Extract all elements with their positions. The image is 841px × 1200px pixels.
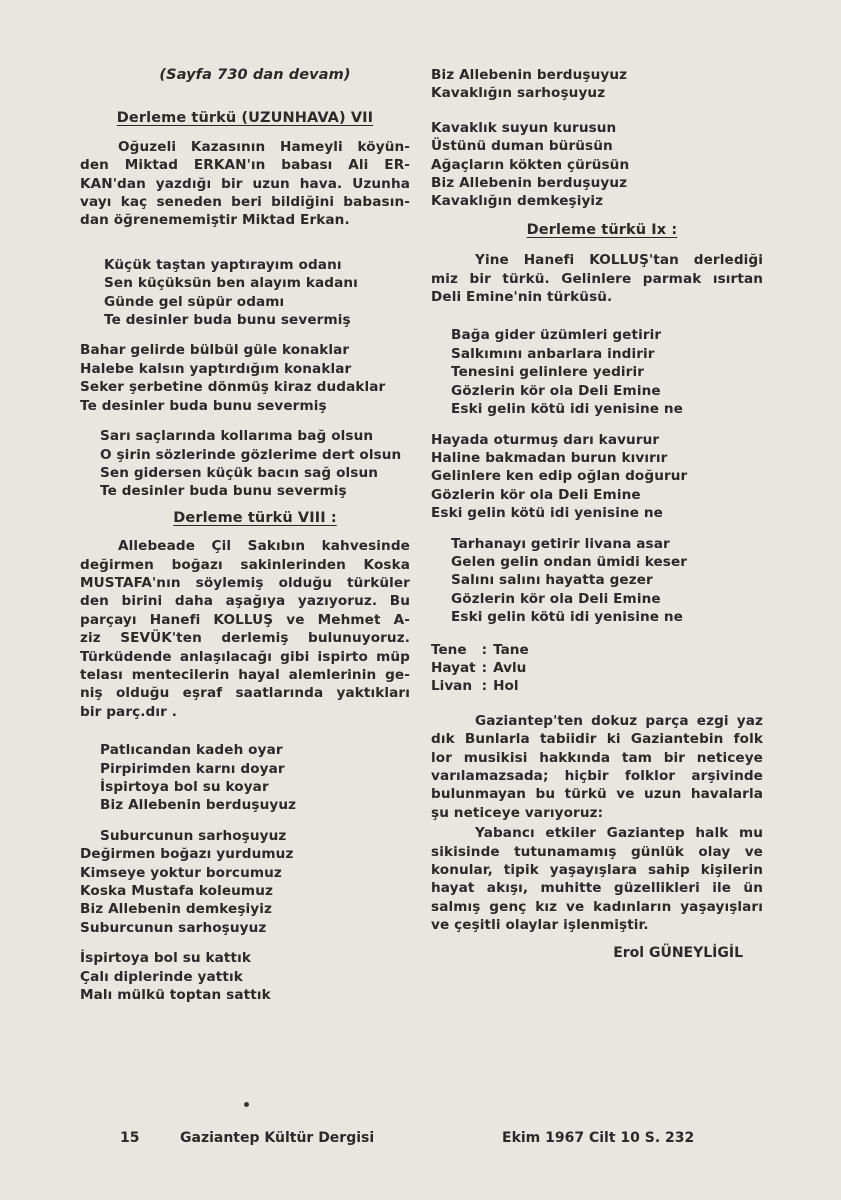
stanza-8-1 [80, 741, 410, 815]
verse-line: Çalı diplerinde yattık [80, 968, 243, 985]
text-line: dan öğrenememiştir Miktad Erkan. [80, 212, 350, 229]
glossary-meaning: Hol [493, 678, 519, 695]
verse-line: Te desinler buda bunu severmiş [80, 397, 327, 414]
stanza-9-3 [431, 535, 763, 627]
verse-line: Koska Mustafa koleumuz [80, 883, 273, 900]
verse-line: Haline bakmadan burun kıvırır [431, 449, 668, 466]
text-line: şu neticeye varıyoruz: [431, 804, 604, 821]
glossary-sep: : [481, 678, 488, 695]
glossary-meaning: Tane [493, 641, 529, 658]
glossary [431, 641, 535, 696]
intro-9 [431, 251, 763, 306]
verse-line: Suburcunun sarhoşuyuz [80, 919, 267, 936]
verse-line: Kavaklık suyun kurusun [431, 119, 617, 136]
text-line: parçayı Hanefi KOLLUŞ ve Mehmet A- [80, 611, 410, 628]
verse-line: Gözlerin kör ola Deli Emine [451, 382, 661, 399]
text-line: MUSTAFA'nın söylemiş olduğu türküler [80, 574, 410, 591]
heading-turku-7: Derleme türkü (UZUNHAVA) VII [116, 110, 374, 127]
verse-line: Te desinler buda bunu severmiş [104, 312, 351, 329]
verse-line: Gözlerin kör ola Deli Emine [451, 590, 661, 607]
text-line: bir parç.dır . [80, 703, 178, 720]
stanza-8-3 [80, 949, 410, 1004]
verse-line: Gelen gelin ondan ümidi keser [451, 553, 688, 570]
stanza-8-2 [80, 827, 410, 937]
verse-line: Salkımını anbarlara indirir [451, 345, 655, 362]
text-line: vayı kaç seneden beri bildiğini babasın- [80, 194, 410, 211]
verse-line: Bahar gelirde bülbül güle konaklar [80, 342, 350, 359]
stanza-8-end [431, 66, 763, 103]
verse-line: Kavaklığın demkeşiyiz [431, 193, 604, 210]
text-line: bulunmayan bu türkü ve uzun havalarla [431, 786, 763, 803]
stanza-8-4 [431, 119, 763, 211]
glossary-term: Livan [431, 678, 473, 695]
verse-line: Te desinler buda bunu severmiş [100, 483, 347, 500]
stanza-9-2 [431, 431, 763, 523]
verse-line: Günde gel süpür odamı [104, 293, 285, 310]
verse-line: Gözlerin kör ola Deli Emine [431, 486, 641, 503]
verse-line: Kimseye yoktur borcumuz [80, 864, 282, 881]
verse-line: İspirtoya bol su kattık [80, 950, 252, 967]
verse-line: Hayada oturmuş darı kavurur [431, 431, 660, 448]
issue-info: Ekim 1967 Cilt 10 S. 232 [502, 1130, 695, 1146]
intro-8 [80, 537, 410, 721]
verse-line: Eski gelin kötü idi yenisine ne [451, 401, 683, 418]
verse-line: Biz Allebenin demkeşiyiz [80, 901, 273, 918]
verse-line: Tenesini gelinlere yedirir [451, 364, 645, 381]
verse-line: Salını salını hayatta gezer [451, 572, 653, 589]
right-column [431, 66, 763, 961]
text-line: değirmen boğazı sakinlerinden Koska [80, 556, 410, 573]
text-line: miz bir türkü. Gelinlere parmak ısırtan [431, 270, 763, 287]
stanza-7-2 [80, 341, 410, 415]
text-line: ziz SEVÜK'ten derlemiş bulunuyoruz. [80, 630, 410, 647]
text-line: salmış genç kız ve kadınların yaşayışları [431, 898, 763, 915]
verse-line: Kavaklığın sarhoşuyuz [431, 85, 606, 102]
glossary-row [431, 659, 535, 677]
intro-7 [80, 138, 410, 230]
text-line: varılamazsada; hiçbir folklor arşivinde [431, 768, 763, 784]
text-line: Yine Hanefi KOLLUŞ'tan derlediği [475, 252, 763, 269]
text-line: den Miktad ERKAN'ın babası Ali ER- [80, 157, 410, 174]
verse-line: Halebe kalsın yaptırdığım konaklar [80, 360, 352, 377]
verse-line: Sarı saçlarında kollarıma bağ olsun [100, 428, 374, 445]
verse-line: Sen küçüksün ben alayım kadanı [104, 275, 358, 292]
verse-line: Değirmen boğazı yurdumuz [80, 846, 294, 863]
verse-line: Suburcunun sarhoşuyuz [100, 827, 287, 844]
stanza-9-1 [431, 326, 763, 418]
text-line: telası mentecilerin hayal alemlerinin ge- [80, 666, 410, 683]
verse-line: Seker şerbetine dönmüş kiraz dudaklar [80, 379, 386, 396]
text-line: ve çeşitli olaylar işlenmiştir. [431, 917, 649, 934]
heading-turku-8: Derleme türkü VIII : [173, 509, 337, 526]
heading-turku-9: Derleme türkü Ix : [526, 221, 678, 238]
left-column [80, 66, 410, 1004]
glossary-term: Tene [431, 641, 467, 658]
text-line: hayat akışı, muhitte güzellikleri ile ün [431, 880, 763, 897]
verse-line: Ağaçların kökten çürüsün [431, 156, 630, 173]
verse-line: Üstünü duman bürüsün [431, 138, 613, 155]
glossary-term: Hayat [431, 659, 476, 676]
text-line: niş olduğu eşraf saatlarında yaktıkları [80, 685, 410, 702]
stanza-7-1 [80, 256, 410, 330]
verse-line: Pirpirimden karnı doyar [100, 760, 285, 777]
continued-note: (Sayfa 730 dan devam) [159, 67, 351, 83]
verse-line: O şirin sözlerinde gözlerime dert olsun [100, 446, 402, 463]
text-line: Allebeade Çil Sakıbın kahvesinde [118, 538, 410, 555]
text-line: Yabancı etkiler Gaziantep halk mu [475, 825, 763, 842]
page-number: 15 [120, 1130, 140, 1146]
text-line: sikisinde tutunamamış günlük olay ve [431, 843, 763, 860]
text-line: lor musikisi hakkında tam bir neticeye [431, 749, 763, 766]
text-line: Oğuzeli Kazasının Hameyli köyün- [118, 138, 410, 155]
glossary-meaning: Avlu [493, 659, 527, 676]
verse-line: Patlıcandan kadeh oyar [100, 742, 283, 759]
verse-line: Biz Allebenin berduşuyuz [100, 797, 297, 814]
text-line: KAN'dan yazdığı bir uzun hava. Uzunha [80, 175, 410, 192]
text-line: den birini daha aşağıya yazıyoruz. Bu [80, 593, 410, 610]
text-line: dık Bunlarla tabiidir ki Gaziantebin folk [431, 731, 763, 748]
verse-line: Eski gelin kötü idi yenisine ne [451, 609, 683, 626]
glossary-sep: : [481, 641, 488, 658]
verse-line: Biz Allebenin berduşuyuz [431, 175, 628, 192]
verse-line: Malı mülkü toptan sattık [80, 987, 271, 1004]
verse-line: Tarhanayı getirir livana asar [451, 535, 670, 552]
journal-title: Gaziantep Kültür Dergisi [180, 1130, 375, 1146]
glossary-row [431, 677, 535, 695]
text-line: Deli Emine'nin türküsü. [431, 289, 613, 306]
glossary-row [431, 641, 535, 659]
author-signature: Erol GÜNEYLİGİL [613, 944, 743, 961]
verse-line: Gelinlere ken edip oğlan doğurur [431, 468, 688, 485]
verse-line: Biz Allebenin berduşuyuz [431, 67, 628, 83]
ink-dot [244, 1102, 249, 1107]
verse-line: Bağa gider üzümleri getirir [451, 327, 662, 344]
stanza-7-3 [80, 427, 410, 501]
glossary-sep: : [481, 659, 488, 676]
text-line: Türküdende anlaşılacağı gibi ispirto müp [80, 648, 410, 665]
verse-line: İspirtoya bol su koyar [100, 779, 269, 795]
closing-paragraph-1 [431, 712, 763, 822]
closing-paragraph-2 [431, 824, 763, 934]
verse-line: Sen gidersen küçük bacın sağ olsun [100, 464, 379, 481]
text-line: konular, tipik yaşayışlara sahip kişilerin [431, 862, 763, 879]
verse-line: Küçük taştan yaptırayım odanı [104, 256, 342, 273]
verse-line: Eski gelin kötü idi yenisine ne [431, 505, 663, 522]
text-line: Gaziantep'ten dokuz parça ezgi yaz [475, 712, 763, 729]
